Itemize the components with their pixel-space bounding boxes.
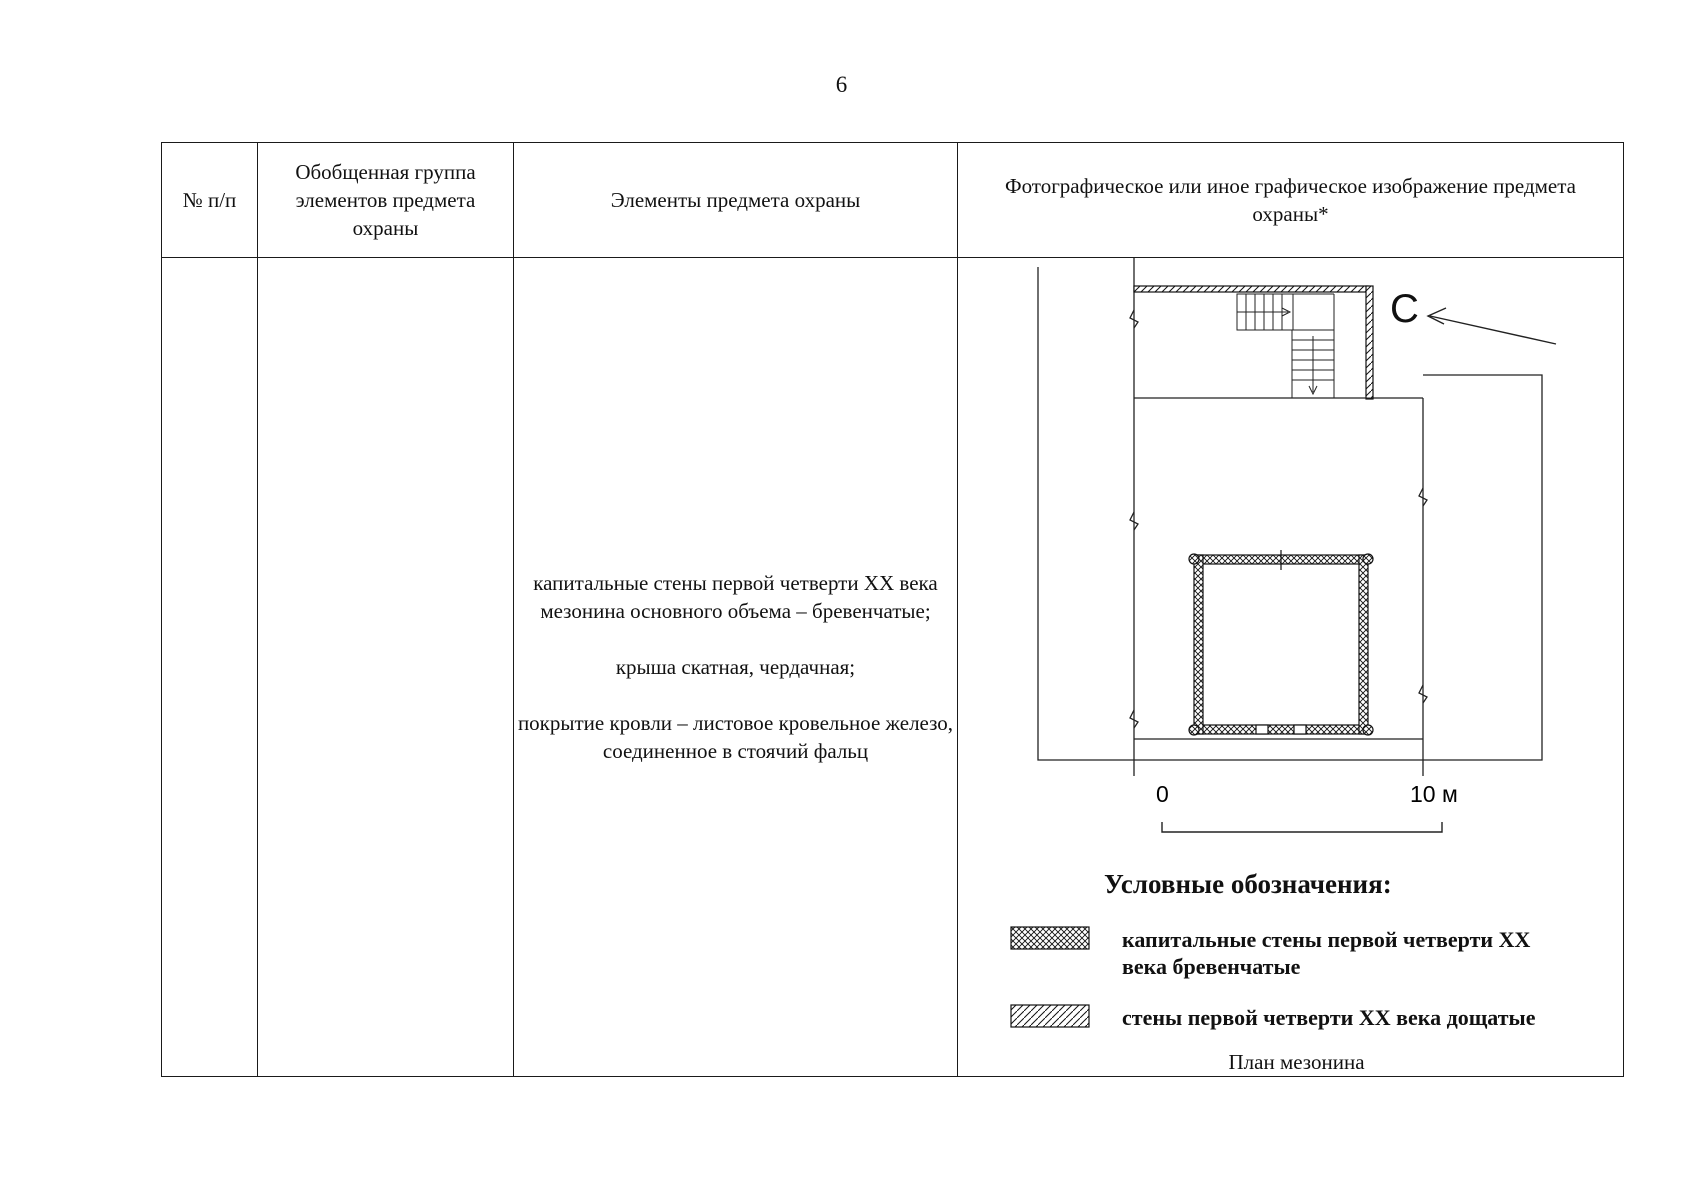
- table-row: [162, 258, 1624, 1077]
- log-walls: [1189, 554, 1373, 735]
- scale-end: 10 м: [1410, 781, 1458, 807]
- page-number: 6: [835, 72, 848, 97]
- element-walls: капитальные стены первой четверти XX века мезонина основного объема – бревенчатые;: [533, 571, 938, 623]
- crosshatch-swatch-icon: [1010, 926, 1090, 950]
- scale-start: 0: [1156, 781, 1169, 807]
- protection-subject-table: [161, 142, 1624, 1077]
- context-outline: [1038, 267, 1542, 760]
- cell-group: [258, 258, 514, 1077]
- legend-board-label: стены первой четверти XX века дощатые: [1122, 1005, 1536, 1030]
- caption-text: План мезонина: [1228, 1050, 1365, 1074]
- legend-item-log: [1010, 926, 1562, 980]
- table-header-row: [162, 143, 1624, 258]
- header-image: Фотографическое или иное графическое изображение предмета охраны*: [958, 143, 1624, 258]
- north-arrow: [1428, 308, 1556, 344]
- cell-elements: [514, 258, 958, 1077]
- scale-bar: [1156, 781, 1458, 832]
- element-roofing: покрытие кровли – листовое кровельное железо, соединенное в стоячий фальц: [517, 711, 954, 763]
- board-walls: [1134, 286, 1373, 399]
- cell-drawing: [958, 258, 1624, 1077]
- legend-log-label: капитальные стены первой четверти XX века бревенчатые: [1122, 927, 1531, 979]
- header-elements: Элементы предмета охраны: [514, 143, 958, 258]
- drawing-caption: [958, 1048, 1623, 1076]
- diagonal-hatch-swatch-icon: [1010, 1004, 1090, 1028]
- element-roof: крыша скатная, чердачная;: [615, 655, 856, 679]
- legend-title: Условные обозначения:: [1104, 869, 1392, 899]
- header-group: Обобщенная группа элементов предмета охраны: [258, 143, 514, 258]
- north-label: С: [1390, 287, 1419, 331]
- legend-item-board: [1010, 1004, 1562, 1031]
- header-num: № п/п: [162, 143, 258, 258]
- cell-num: [162, 258, 258, 1077]
